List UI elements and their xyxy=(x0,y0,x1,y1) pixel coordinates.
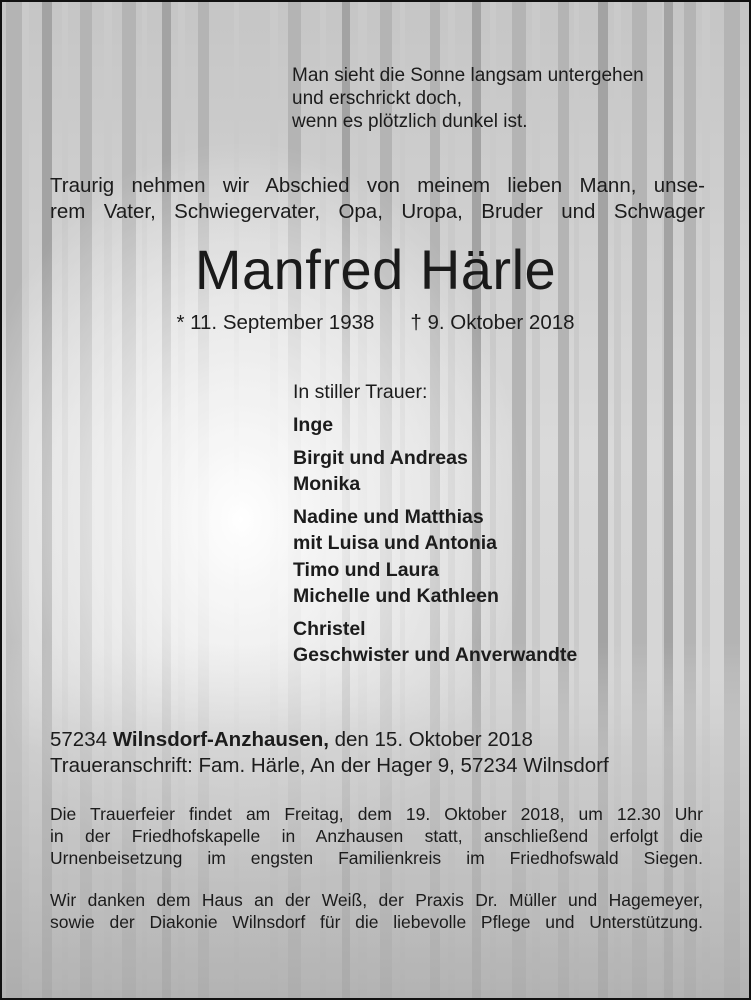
mourner-line: Christel xyxy=(293,617,366,640)
mourner-line: Geschwister und Anverwandte xyxy=(293,644,578,666)
intro-line: Traurig nehmen wir Abschied von meinem lieben Mann, unse- xyxy=(50,174,705,197)
mourner-group xyxy=(293,445,577,498)
mourning-address: Traueranschrift: Fam. Härle, An der Hager 9, 57234 Wilnsdorf xyxy=(50,754,609,777)
postcode: 57234 xyxy=(50,728,108,751)
mourners-list xyxy=(293,412,577,675)
mourner-group xyxy=(293,616,577,669)
birth-date: * 11. September 1938 xyxy=(176,311,375,334)
thanks-line: Wir danken dem Haus an der Weiß, der Praxis Dr. Müller und Hagemeyer, xyxy=(50,890,703,910)
death-date: † 9. Oktober 2018 xyxy=(410,311,575,334)
poem-line: wenn es plötzlich dunkel ist. xyxy=(292,111,528,132)
notice-date: den 15. Oktober 2018 xyxy=(334,728,533,751)
notice-content xyxy=(2,2,749,998)
mourner-line: Nadine und Matthias xyxy=(293,505,484,528)
poem xyxy=(292,64,644,133)
mourner-group xyxy=(293,504,577,610)
mourner-line: Michelle und Kathleen xyxy=(293,585,499,607)
thanks-line: sowie der Diakonie Wilnsdorf für die liebevolle Pflege und Unterstützung. xyxy=(50,912,703,932)
deceased-name: Manfred Härle xyxy=(194,238,557,301)
funeral-info-line: in der Friedhofskapelle in Anzhausen statt, anschließend erfolgt die xyxy=(50,826,703,846)
mourner-line: Inge xyxy=(293,414,334,436)
mourner-line: Monika xyxy=(293,473,361,495)
poem-line: Man sieht die Sonne langsam untergehen xyxy=(292,65,644,86)
funeral-info-line: Die Trauerfeier findet am Freitag, dem 19. Oktober 2018, um 12.30 Uhr xyxy=(50,804,703,824)
thanks-text xyxy=(50,889,703,933)
funeral-info-line: Urnenbeisetzung im engsten Familienkreis im Friedhofswald Siegen. xyxy=(50,848,703,868)
life-dates xyxy=(2,310,749,336)
place-and-address xyxy=(50,727,609,779)
mourning-label: In stiller Trauer: xyxy=(293,381,428,403)
intro-line: rem Vater, Schwiegervater, Opa, Uropa, Bruder und Schwager xyxy=(50,200,705,223)
mourner-line: Timo und Laura xyxy=(293,558,439,581)
place-date-line xyxy=(50,727,609,753)
town: Wilnsdorf-Anzhausen, xyxy=(112,728,329,751)
mourner-line: Birgit und Andreas xyxy=(293,446,468,469)
funeral-info xyxy=(50,803,703,869)
mourner-line: mit Luisa und Antonia xyxy=(293,532,498,554)
mourner-group xyxy=(293,412,577,439)
poem-line: und erschrickt doch, xyxy=(292,88,463,109)
farewell-intro xyxy=(50,173,705,225)
